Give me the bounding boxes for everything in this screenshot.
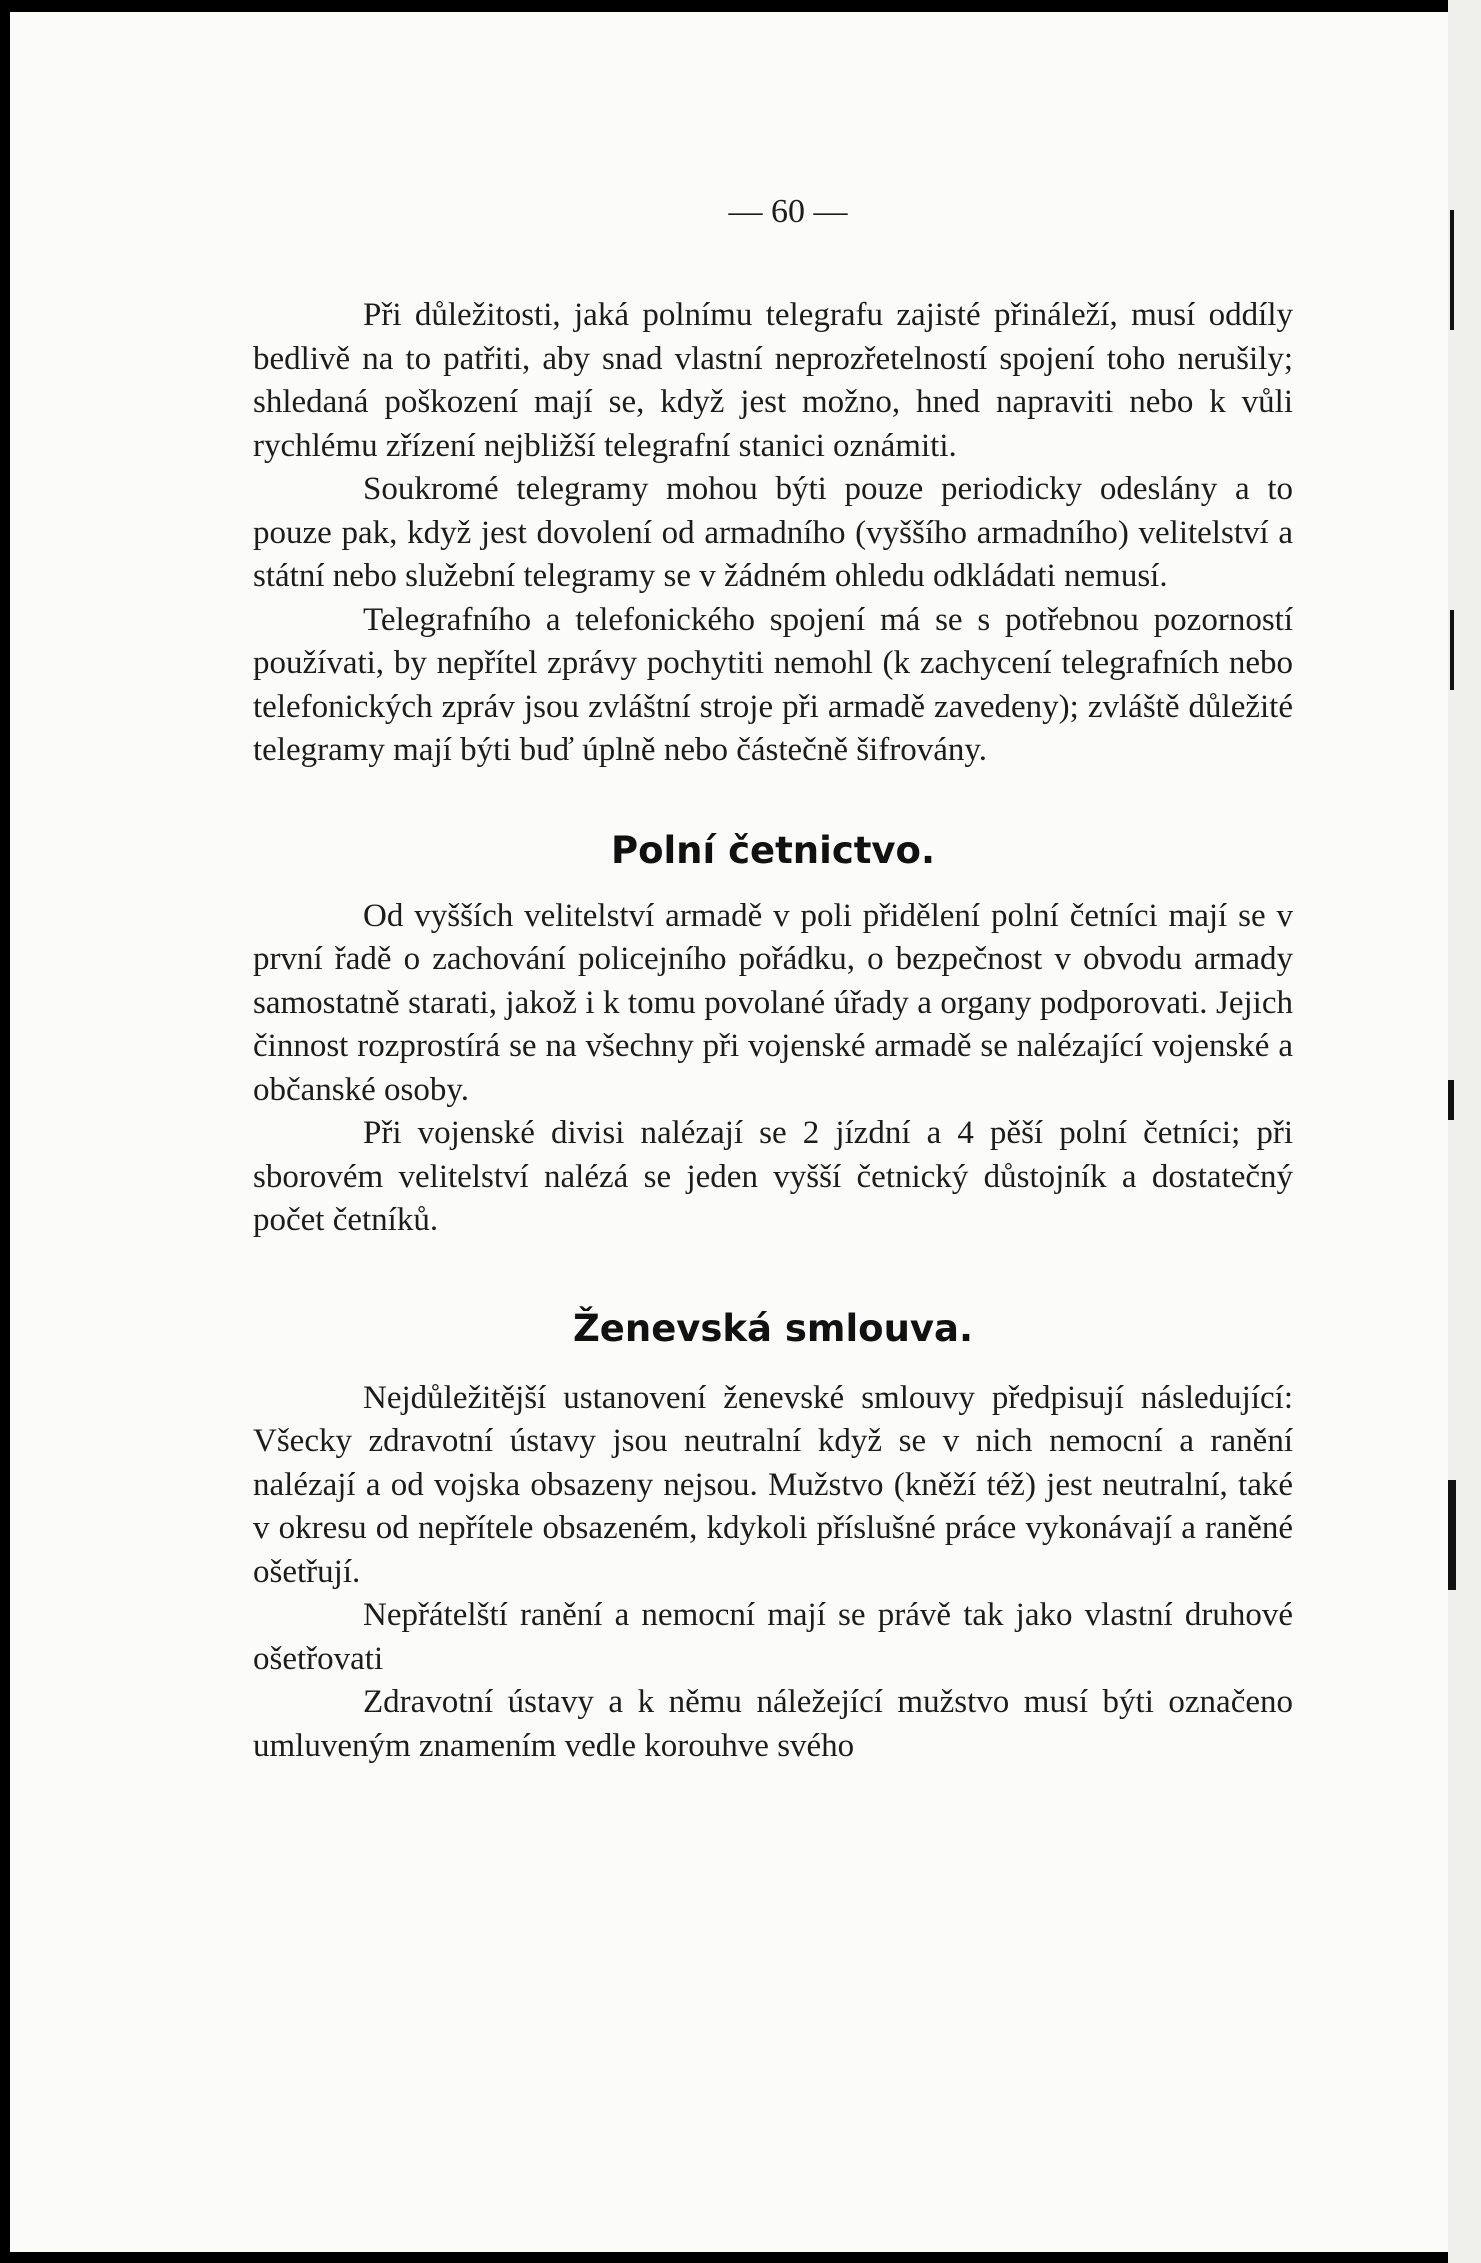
section-heading: Polní četnictvo. (610, 828, 936, 872)
paragraph: Od vyšších velitelství armadě v poli přidělení polní četníci mají se v první řadě o zachování policejního pořádku, o bezpečnost v obvodu armady samostatně starati, jakož i k tomu povolané úřady a organy podporovati. Jejich činnost rozprostírá se na všechny při vojenské armadě se nalézající vojenské a občanské osoby. (253, 897, 1293, 1108)
section-field-gendarmerie (253, 821, 1293, 1243)
paragraph: Nejdůležitější ustanovení ženevské smlouvy předpisují následující: Všecky zdravotní ústavy jsou neutralní když se v nich nemocní a ranění nalézají a od vojska obsazeny nejsou. Mužstvo (kněží též) jest neutralní, také v okresu od nepřítele obsazeném, kdykoli příslušné práce vykonávají a raněné ošetřují. (253, 1379, 1293, 1590)
section-telegraph (253, 294, 1293, 773)
page-content (253, 182, 1293, 1768)
paragraph: Při důležitosti, jaká polnímu telegrafu zajisté přináleží, musí oddíly bedlivě na to patřiti, aby snad vlastní neprozřetelností spojení toho nerušily; shledaná poškození mají se, když jest možno, hned napraviti nebo k vůli rychlému zřízení nejbližší telegrafní stanici oznámiti. (253, 297, 1293, 464)
book-page (10, 12, 1448, 2252)
paragraph: Nepřátelští ranění a nemocní mají se právě tak jako vlastní druhové ošetřovati (253, 1597, 1293, 1677)
paragraph: Telegrafního a telefonického spojení má se s potřebnou pozorností používati, by nepřítel zprávy pochytiti nemohl (k zachycení telegrafních nebo telefonických zpráv jsou zvláštní stroje při armadě zavedeny); zvláště důležité telegramy mají býti buď úplně nebo částečně šifrovány. (253, 601, 1293, 768)
scan-edge-mark (1448, 1080, 1454, 1120)
scan-edge-mark (1450, 610, 1454, 690)
paragraph: Soukromé telegramy mohou býti pouze periodicky odeslány a to pouze pak, když jest dovolení od armadního (vyššího armadního) velitelství a státní nebo služební telegramy se v žádném ohledu odkládati nemusí. (253, 471, 1293, 594)
page-edge (1448, 0, 1481, 2263)
paragraph: Při vojenské divisi nalézají se 2 jízdní a 4 pěší polní četníci; při sborovém velitelství nalézá se jeden vyšší četnický důstojník a dostatečný počet četníků. (253, 1115, 1293, 1238)
scan-edge-mark (1448, 1480, 1456, 1590)
section-geneva-convention (253, 1299, 1293, 1769)
scan-edge-mark (1450, 210, 1454, 330)
paragraph: Zdravotní ústavy a k němu náležející mužstvo musí býti označeno umluveným znamením vedle korouhve svého (253, 1684, 1293, 1764)
section-heading: Ženevská smlouva. (572, 1306, 974, 1350)
page-number: — 60 — (728, 193, 848, 230)
